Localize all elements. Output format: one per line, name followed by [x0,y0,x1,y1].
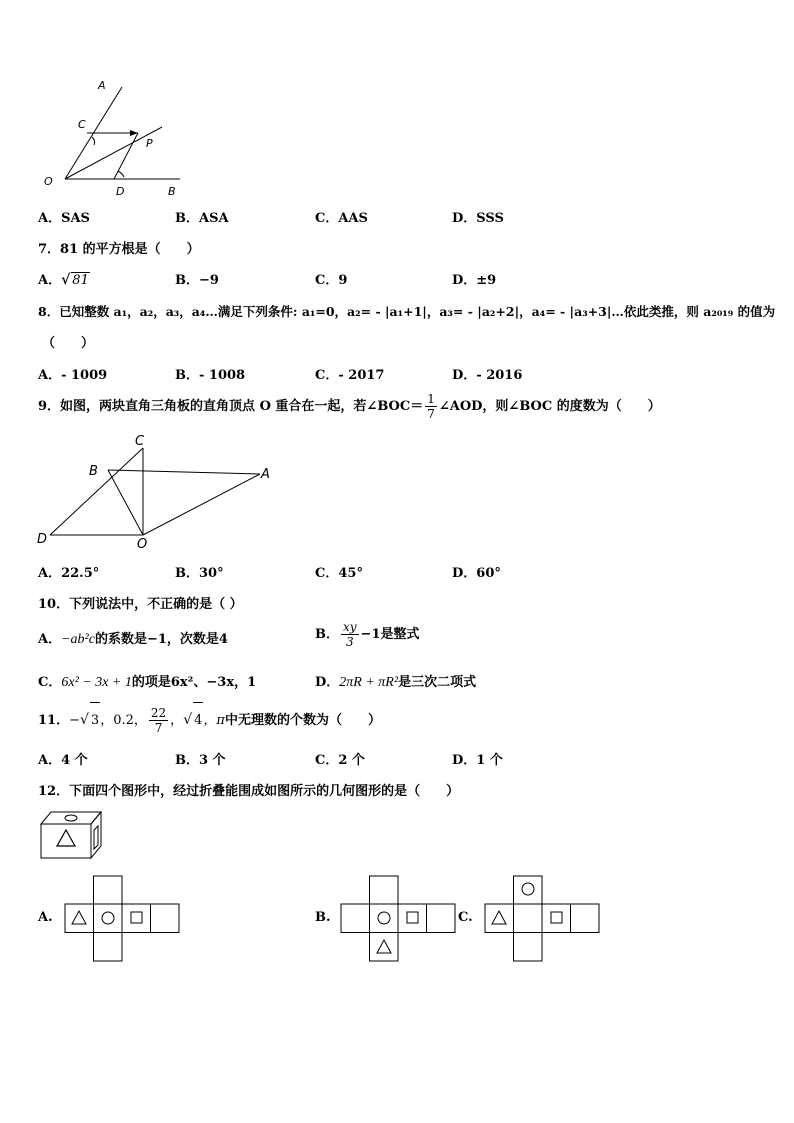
q9-stem [38,392,661,422]
q7-option-b[interactable]: B．−9 [175,273,219,288]
q8-option-a[interactable]: A．- 1009 [38,368,108,383]
q10-option-d-math: 2πR + πR² [339,675,399,690]
label-C: C [78,118,86,131]
label-P: P [146,137,153,150]
q9-fraction [425,392,437,421]
label-B: B [89,464,98,479]
q10-option-d-text: 是三次二项式 [398,675,477,690]
q8-stem-cont: （ ） [42,336,95,351]
q7-radicand: 81 [72,273,89,288]
q10-option-a-math: −ab²c [61,632,95,647]
q11-fraction [149,706,168,735]
q10-option-b[interactable] [315,620,420,650]
net-c[interactable] [484,875,602,963]
q11-minus: − [69,713,80,728]
sqrt-symbol: √ [183,712,193,728]
q10-option-a[interactable] [38,628,228,648]
q6-option-b[interactable]: B．ASA [175,211,229,226]
q7-option-a[interactable] [38,269,90,288]
q10-stem: 10．下列说法中，不正确的是（ ） [38,597,243,612]
sqrt-symbol: √ [80,712,89,728]
q11-option-c[interactable]: C．2 个 [315,753,365,768]
q6-option-c[interactable]: C．AAS [315,211,368,226]
label-D: D [116,185,125,198]
q10-option-b-num: xy [343,620,357,634]
q8-option-d[interactable]: D．- 2016 [452,368,523,383]
q8-option-c[interactable]: C．- 2017 [315,368,385,383]
q11-frac-num: 22 [150,706,167,720]
q9-option-c[interactable]: C．45° [315,566,363,581]
q11-option-d[interactable]: D．1 个 [452,753,503,768]
q10-option-c-label: C． [38,675,62,690]
net-b[interactable] [340,875,458,963]
q6-option-d[interactable]: D．SSS [452,211,504,226]
q10-option-d[interactable] [315,671,476,691]
q7-option-c[interactable]: C．9 [315,273,348,288]
q11-radicand-1: 3 [90,702,100,739]
q11-stem [38,702,381,739]
q10-option-c-text: 的项是6x²、−3x，1 [131,675,257,690]
q8-stem: 8．已知整数 a₁，a₂，a₃，a₄…满足下列条件: a₁=0，a₂= - |a₁+1|，a₃= - |a₂+2|，a₄= - |a₃+3|…依此类推，则 a₂₀₁₉ 的值为 [38,304,776,319]
q9-option-d[interactable]: D．60° [452,566,501,581]
label-D: D [37,532,48,547]
label-A: A [98,79,106,92]
q10-option-b-den: 3 [345,635,354,649]
q11-option-a[interactable]: A．4 个 [38,753,88,768]
q7-option-a-label: A． [38,273,62,288]
q9-stem-b: ∠AOD，则∠BOC 的度数为（ ） [438,399,661,414]
label-O: O [137,537,148,552]
q9-frac-den: 7 [427,407,435,421]
label-C: C [135,434,145,449]
q10-option-a-text: 的系数是−1，次数是4 [94,632,228,647]
q12-option-a-label[interactable]: A. [38,910,53,925]
triangles-figure [35,432,280,552]
q8-option-b[interactable]: B．- 1008 [175,368,246,383]
label-O: O [44,175,53,188]
q10-option-d-label: D． [315,675,340,690]
q12-stem: 12．下面四个图形中，经过折叠能围成如图所示的几何图形的是（ ） [38,784,460,799]
q7-stem: 7．81 的平方根是（ ） [38,242,200,257]
cube-figure [38,808,108,863]
q9-frac-num: 1 [427,392,435,406]
q9-option-b[interactable]: B．30° [175,566,224,581]
q9-stem-a: 9．如图，两块直角三角板的直角顶点 O 重合在一起，若∠BOC＝ [38,399,424,414]
net-a[interactable] [64,875,182,963]
q11-radicand-2: 4 [193,702,203,739]
q11-pi: ，π [203,713,225,728]
q6-option-a[interactable]: A．SAS [38,211,90,226]
q7-option-d[interactable]: D．±9 [452,273,497,288]
q11-sep-1: ，0.2， [100,713,147,728]
q11-frac-den: 7 [154,721,163,735]
q10-option-b-fraction [341,620,359,649]
q10-option-c[interactable] [38,671,256,691]
q10-option-b-text: −1是整式 [360,627,420,642]
q11-number: 11． [38,713,70,728]
q10-option-b-label: B． [315,627,339,642]
q12-option-b-label[interactable]: B. [315,910,331,925]
q11-sep-2: ， [170,713,184,728]
angle-bisector-figure [40,75,190,200]
q11-stem-tail: 中无理数的个数为（ ） [224,713,381,728]
q11-option-b[interactable]: B．3 个 [175,753,226,768]
sqrt-symbol: √ [61,272,71,288]
label-A: A [261,467,270,482]
q10-option-a-label: A． [38,632,62,647]
q10-option-c-math: 6x² − 3x + 1 [61,675,132,690]
q9-option-a[interactable]: A．22.5° [38,566,100,581]
label-B: B [168,185,176,198]
q12-option-c-label[interactable]: C. [458,910,473,925]
